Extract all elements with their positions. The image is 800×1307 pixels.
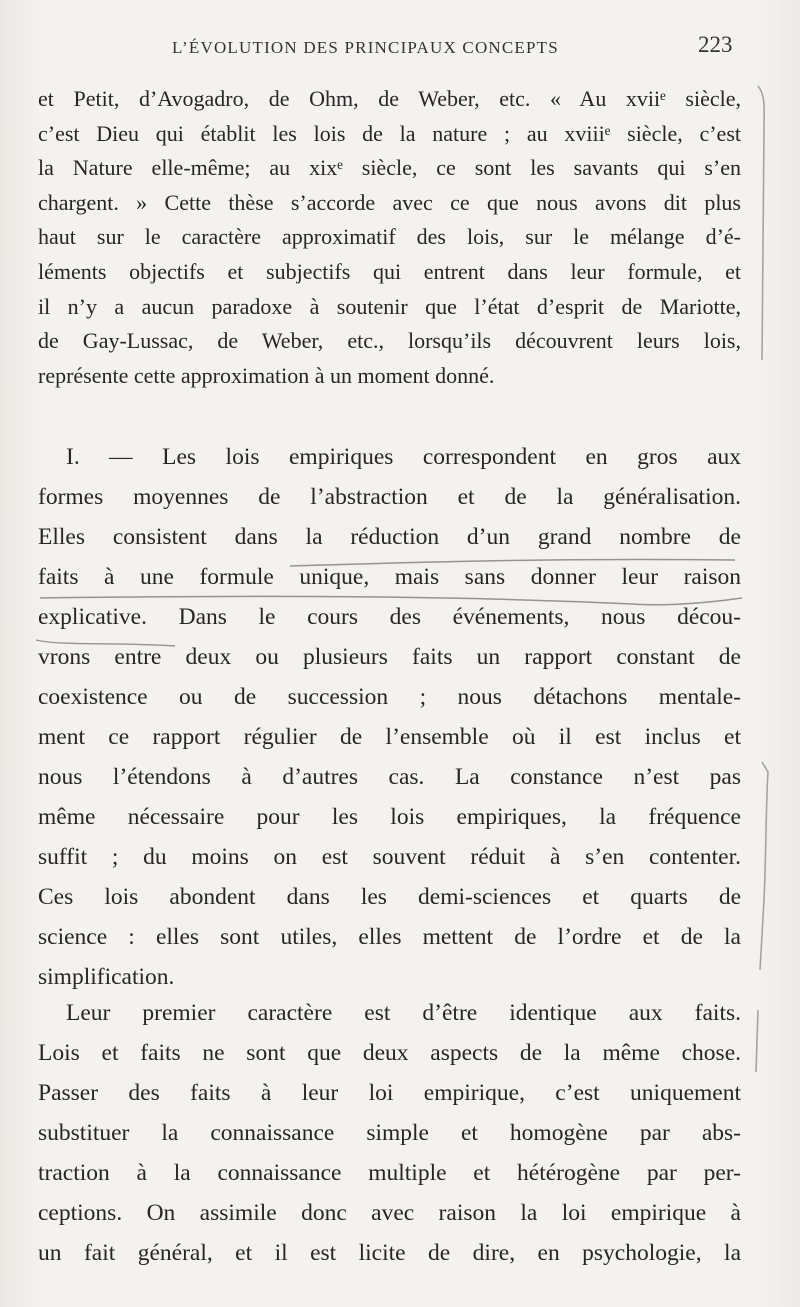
- text-line: science : elles sont utiles, elles mettent de l’ordre et de la: [38, 924, 741, 950]
- text-line: haut sur le caractère approximatif des lois, sur le mélange d’é-: [38, 224, 741, 250]
- text-line: vrons entre deux ou plusieurs faits un rapport constant de: [38, 644, 741, 670]
- text-line: même nécessaire pour les lois empiriques, la fréquence: [38, 804, 741, 830]
- text-line: léments objectifs et subjectifs qui entrent dans leur formule, et: [38, 258, 741, 284]
- text-line: traction à la connaissance multiple et hétérogène par per-: [38, 1160, 741, 1186]
- text-line: Elles consistent dans la réduction d’un grand nombre de: [38, 524, 741, 550]
- text-line: et Petit, d’Avogadro, de Ohm, de Weber, etc. « Au xviiᵉ siècle,: [38, 86, 741, 111]
- text-line: formes moyennes de l’abstraction et de la généralisation.: [38, 484, 741, 510]
- text-line: la Nature elle-même; au xixᵉ siècle, ce sont les savants qui s’en: [38, 155, 741, 181]
- text-line: ceptions. On assimile donc avec raison la loi empirique à: [38, 1200, 741, 1226]
- text-line: explicative. Dans le cours des événements, nous décou-: [38, 604, 741, 630]
- text-line: I. — Les lois empiriques correspondent en gros aux: [66, 444, 741, 470]
- running-title: L’ÉVOLUTION DES PRINCIPAUX CONCEPTS: [172, 38, 559, 57]
- paragraph-continuation: [38, 86, 741, 397]
- text-line: il n’y a aucun paradoxe à soutenir que l’état d’esprit de Mariotte,: [38, 293, 741, 319]
- margin-line-middle: [760, 762, 768, 970]
- margin-line-top: [758, 86, 764, 360]
- text-line: coexistence ou de succession ; nous détachons mentale-: [38, 684, 741, 710]
- text-line: chargent. » Cette thèse s’accorde avec ce que nous avons dit plus: [38, 189, 741, 215]
- paragraph-first-character: [38, 1000, 741, 1280]
- text-line: Passer des faits à leur loi empirique, c’est uniquement: [38, 1080, 741, 1106]
- text-line: un fait général, et il est licite de dire, en psychologie, la: [38, 1240, 741, 1266]
- text-line: simplification.: [38, 964, 175, 990]
- margin-line-bottom: [756, 1010, 758, 1072]
- page-number: 223: [698, 32, 733, 57]
- text-line: de Gay-Lussac, de Weber, etc., lorsqu’ils découvrent leurs lois,: [38, 328, 741, 354]
- text-line: Ces lois abondent dans les demi-sciences et quarts de: [38, 884, 741, 910]
- text-line: ment ce rapport régulier de l’ensemble où il est inclus et: [38, 724, 741, 750]
- text-line: représente cette approximation à un moment donné.: [38, 362, 495, 388]
- text-line: faits à une formule unique, mais sans donner leur raison: [38, 564, 741, 590]
- text-line: Leur premier caractère est d’être identique aux faits.: [66, 1000, 741, 1026]
- text-line: Lois et faits ne sont que deux aspects de la même chose.: [38, 1040, 741, 1066]
- text-line: nous l’étendons à d’autres cas. La constance n’est pas: [38, 764, 741, 790]
- paragraph-empirical-laws: [38, 444, 741, 1004]
- text-line: c’est Dieu qui établit les lois de la nature ; au xviiiᵉ siècle, c’est: [38, 120, 741, 146]
- text-line: suffit ; du moins on est souvent réduit à s’en contenter.: [38, 844, 741, 870]
- text-line: substituer la connaissance simple et homogène par abs-: [38, 1120, 741, 1146]
